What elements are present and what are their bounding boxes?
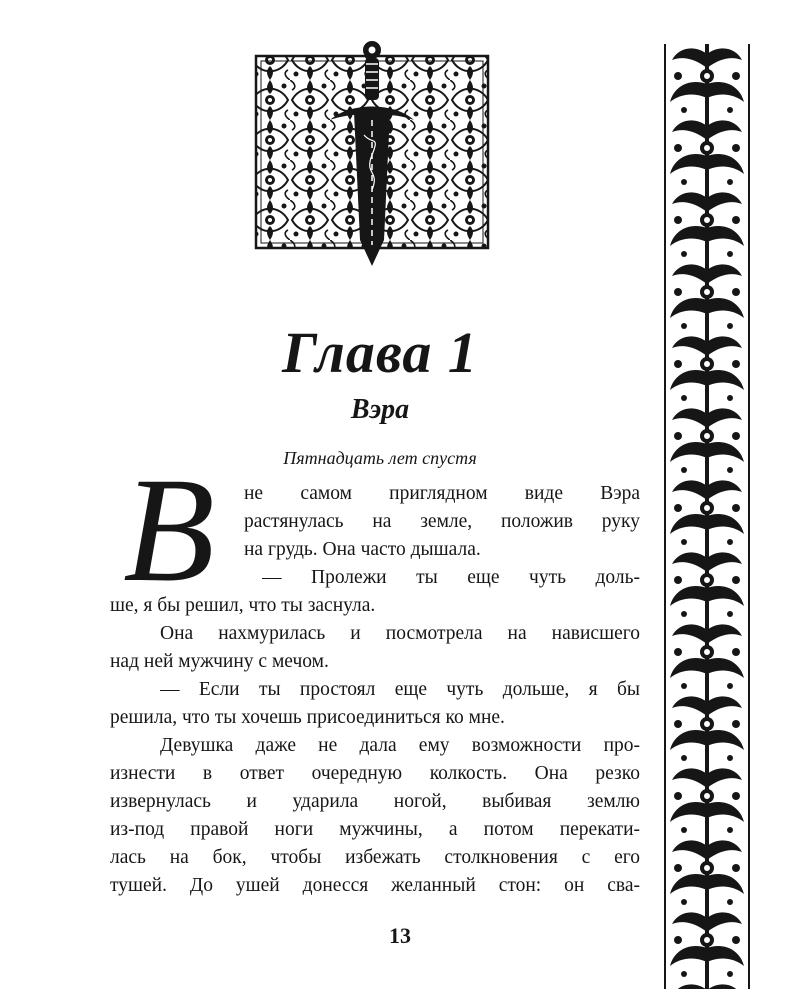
epigraph: Пятнадцать лет спустя: [283, 448, 477, 468]
body-text-line: извернулась и ударила ногой, выбивая землю: [110, 791, 640, 812]
body-text-line: растянулась на земле, положив руку: [244, 511, 640, 532]
body-text-line: из-под правой ноги мужчины, а потом перекати-: [110, 819, 640, 840]
floral-border-icon: [664, 44, 750, 989]
page-number: 13: [389, 923, 411, 948]
body-text-line: ше, я бы решил, что ты заснула.: [110, 595, 376, 616]
body-text-line: лась на бок, чтобы избежать столкновения с его: [110, 847, 640, 868]
body-text-line: над ней мужчину с мечом.: [110, 651, 329, 672]
body-text-line: решила, что ты хочешь присоединиться ко мне.: [110, 707, 505, 728]
body-text-line: Девушка даже не дала ему возможности про-: [160, 735, 640, 756]
body-text-line: — Если ты простоял еще чуть дольше, я бы: [160, 679, 640, 700]
body-text-line: — Пролежи ты еще чуть доль-: [262, 567, 640, 588]
chapter-subtitle: Вэра: [350, 394, 410, 425]
body-text-line: Она нахмурилась и посмотрела на нависшего: [160, 623, 640, 644]
body-text-line: тушей. До ушей донесся желанный стон: он сва-: [110, 875, 640, 896]
drop-cap-letter: В: [123, 447, 215, 613]
body-text-line: на грудь. Она часто дышала.: [244, 539, 481, 560]
sword-floral-emblem-icon: [250, 40, 494, 270]
chapter-title: Глава 1: [282, 320, 478, 385]
body-text-line: не самом приглядном виде Вэра: [244, 483, 640, 504]
body-text-line: изнести в ответ очередную колкость. Она резко: [110, 763, 640, 784]
